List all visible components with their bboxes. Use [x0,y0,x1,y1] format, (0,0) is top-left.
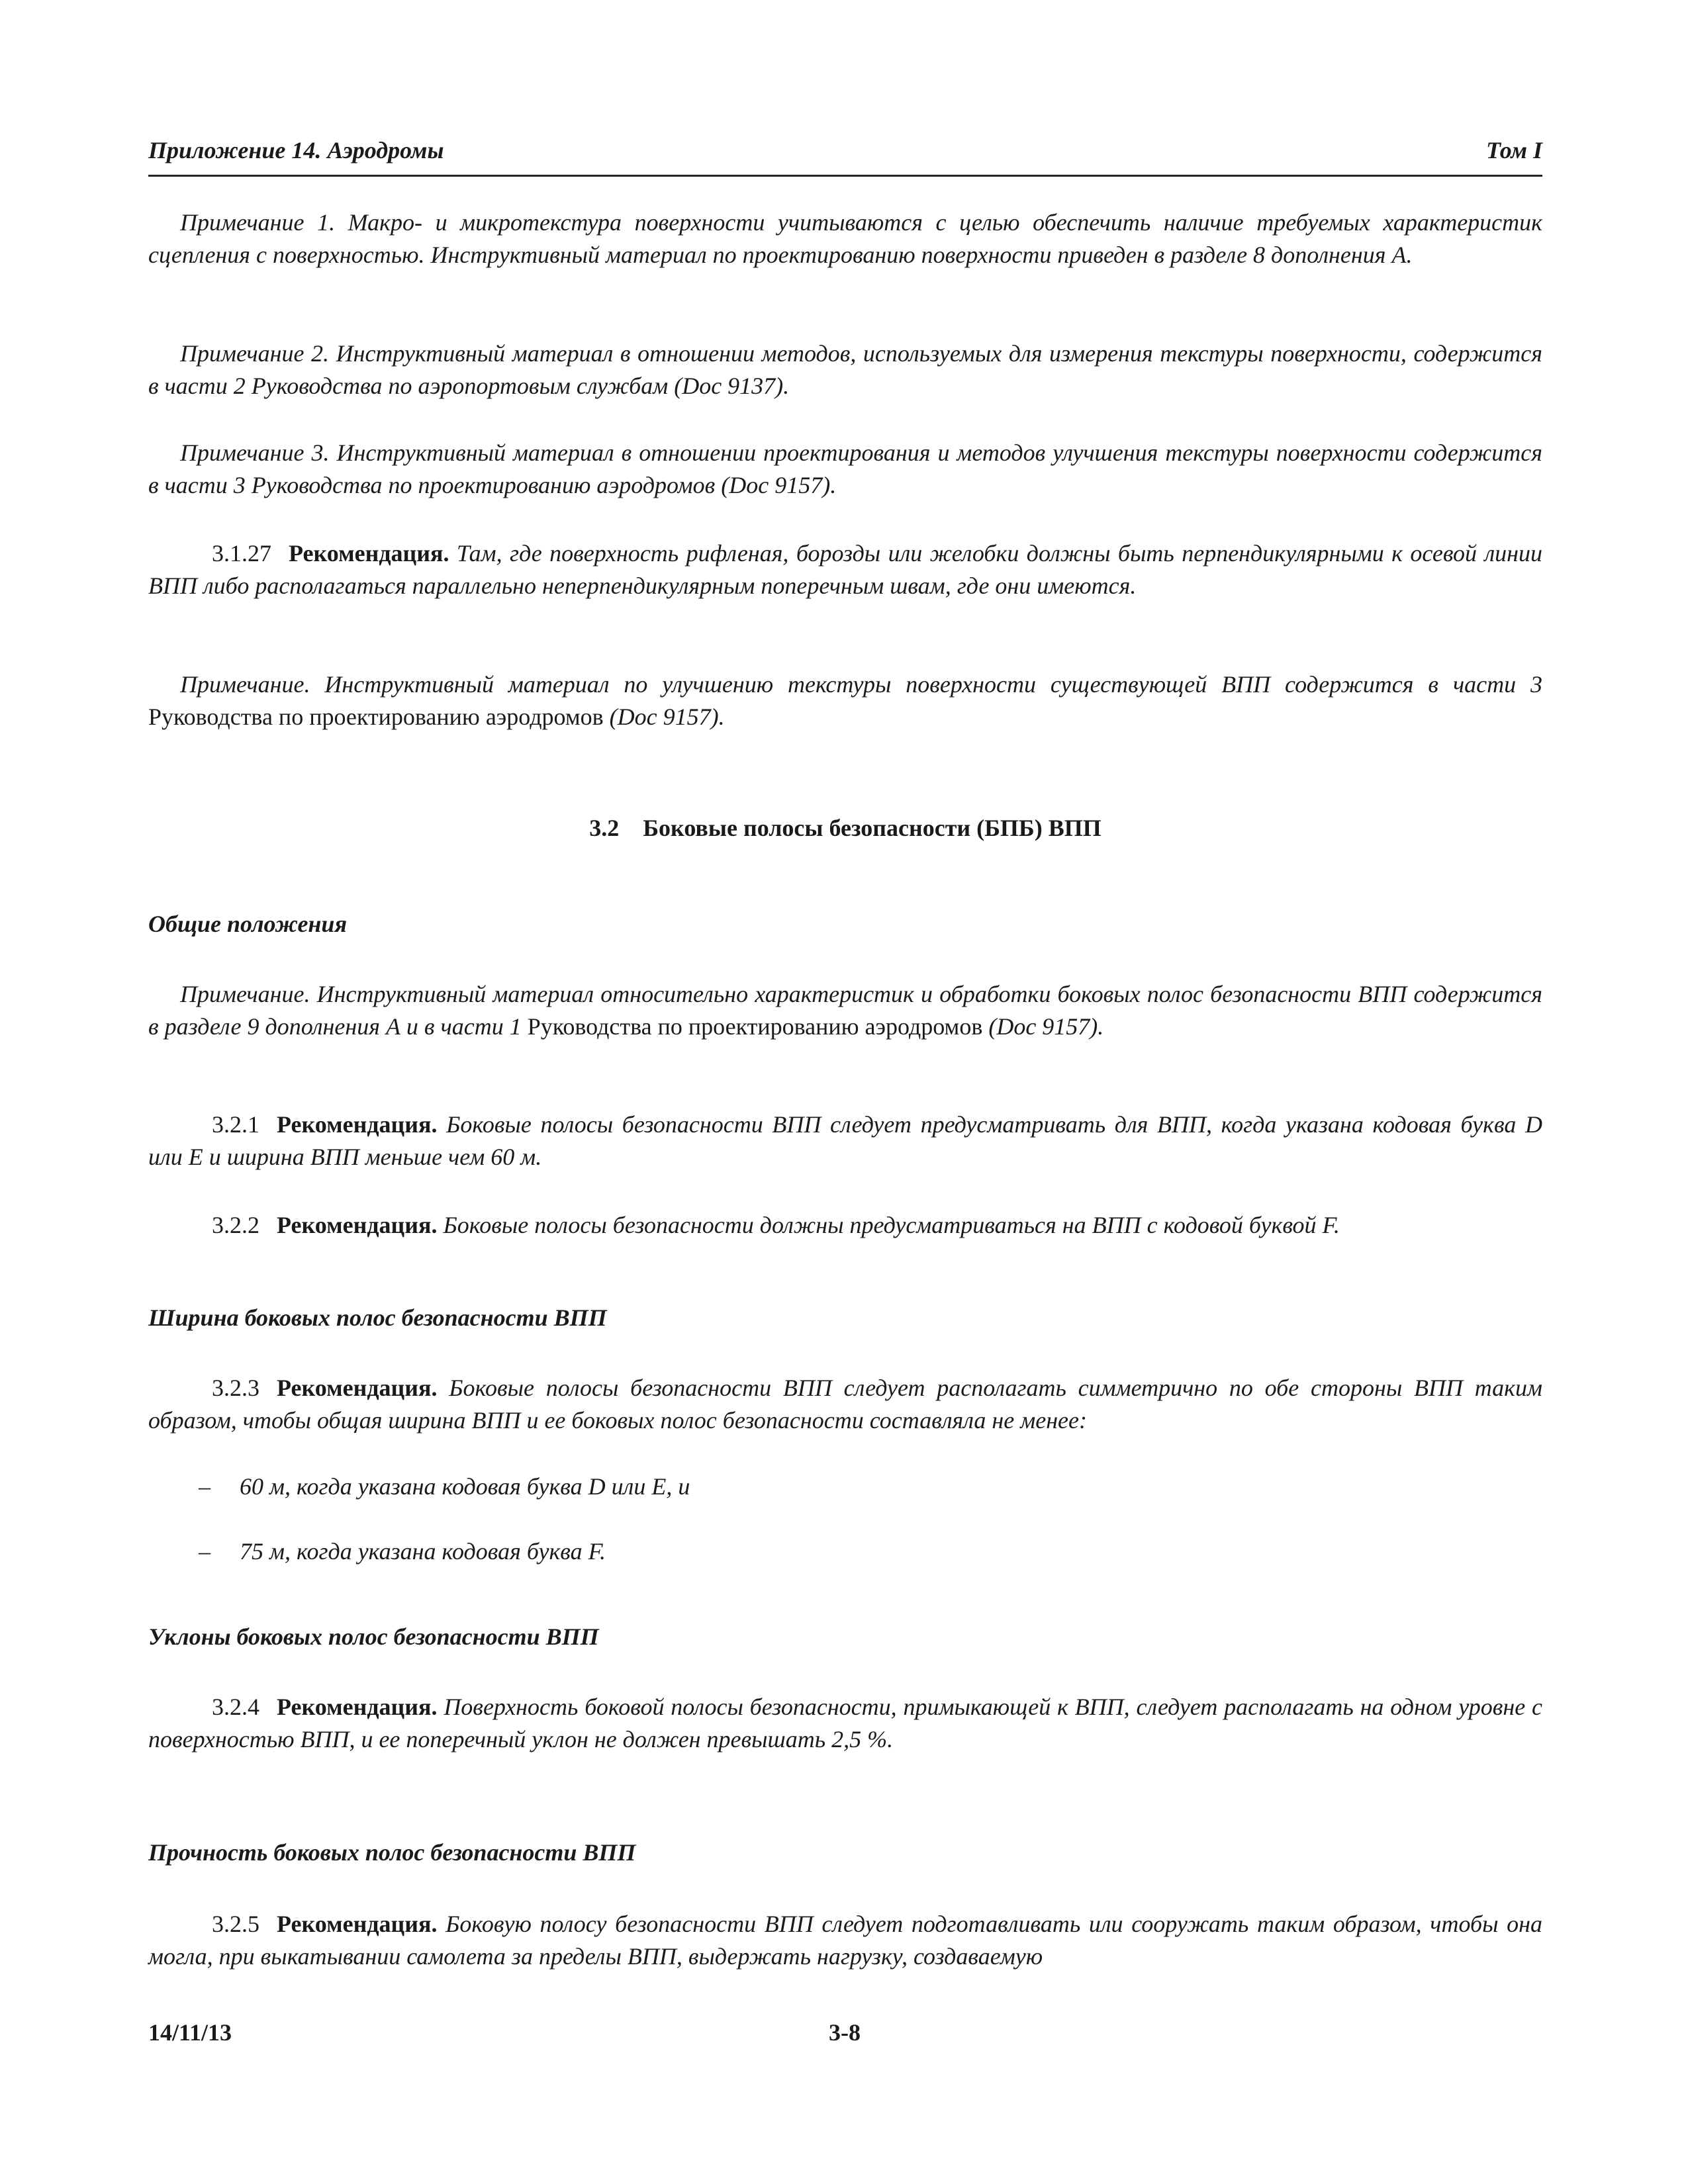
section-title: Боковые полосы безопасности (БПБ) ВПП [643,815,1102,841]
note-text-end: (Doc 9157). [982,1013,1104,1040]
manual-title: Руководства по проектированию аэродромов [148,704,604,730]
paragraph-text: Поверхность боковой полосы безопасности, примыкающей к ВПП, следует располагать на одном уровне с поверхностью ВПП, и ее поперечный уклон не должен превышать 2,5 %. [148,1694,1542,1752]
note-1: Примечание 1. Макро- и микротекстура поверхности учитываются с целью обеспечить наличие требуемых характеристик сцепления с поверхностью. Инструктивный материал по проектированию поверхности приведен в разделе 8 дополнения А. [148,209,1542,268]
document-page [148,132,1542,2085]
paragraph-3-2-3 [148,1372,1542,1437]
list-text: 75 м, когда указана кодовая буква F. [240,1538,606,1565]
note-3-1-27 [148,668,1542,733]
paragraph-3-1-27 [148,537,1542,602]
paragraph-number: 3.2.4 [212,1694,259,1720]
subheading-width: Ширина боковых полос безопасности ВПП [148,1304,607,1331]
paragraph-number: 3.2.2 [212,1212,259,1238]
recommendation-label: Рекомендация. [289,540,449,567]
note-text-start: Примечание. Инструктивный материал по улучшению текстуры поверхности существующей ВПП содержится в части 3 [180,671,1542,698]
recommendation-label: Рекомендация. [277,1375,438,1401]
header-volume: Том I [1486,137,1542,163]
header-title: Приложение 14. Аэродромы [148,137,444,163]
note-text-end: (Doc 9157). [603,704,725,730]
paragraph-3-2-5 [148,1908,1542,1973]
page-header [148,132,1542,177]
paragraph-number: 3.2.3 [212,1375,259,1401]
list-dash: – [199,1473,211,1500]
paragraph-number: 3.2.5 [212,1911,259,1937]
paragraph-text: Там, где поверхность рифленая, борозды или желобки должны быть перпендикулярными к осевой линии ВПП либо располагаться параллельно неперпендикулярным поперечным швам, где они имеются. [148,540,1542,599]
paragraph-text: Боковые полосы безопасности ВПП следует предусматривать для ВПП, когда указана кодовая буква D или E и ширина ВПП меньше чем 60 м. [148,1111,1542,1170]
paragraph-3-2-1 [148,1109,1542,1173]
list-dash: – [199,1538,211,1565]
section-heading [148,814,1542,842]
page-number: 3-8 [829,2019,861,2046]
paragraph-text: Боковые полосы безопасности ВПП следует располагать симметрично по обе стороны ВПП таким образом, чтобы общая ширина ВПП и ее боковых полос безопасности составляла не менее: [148,1375,1542,1433]
recommendation-label: Рекомендация. [277,1911,438,1937]
note-text-start: Примечание. Инструктивный материал относительно характеристик и обработки боковых полос безопасности ВПП содержится в разделе 9 дополнения А и в части 1 [148,981,1542,1040]
subheading-slopes: Уклоны боковых полос безопасности ВПП [148,1623,599,1650]
paragraph-number: 3.1.27 [212,540,271,567]
footer-date: 14/11/13 [148,2019,232,2046]
note-general [148,978,1542,1043]
note-2: Примечание 2. Инструктивный материал в отношении методов, используемых для измерения текстуры поверхности, содержится в части 2 Руководства по аэропортовым службам (Doc 9137). [148,340,1542,399]
paragraph-number: 3.2.1 [212,1111,259,1138]
recommendation-label: Рекомендация. [277,1694,438,1720]
paragraph-3-2-2 [148,1209,1542,1242]
list-text: 60 м, когда указана кодовая буква D или E, и [240,1473,690,1500]
manual-title: Руководства по проектированию аэродромов [527,1013,983,1040]
recommendation-label: Рекомендация. [277,1111,438,1138]
paragraph-3-2-4 [148,1691,1542,1756]
subheading-strength: Прочность боковых полос безопасности ВПП [148,1839,636,1866]
paragraph-text: Боковые полосы безопасности должны предусматриваться на ВПП с кодовой буквой F. [443,1212,1340,1238]
section-number: 3.2 [589,815,620,841]
paragraph-text: Боковую полосу безопасности ВПП следует подготавливать или сооружать таким образом, чтобы она могла, при выкатывании самолета за пределы ВПП, выдержать нагрузку, создаваемую [148,1911,1542,1970]
note-3: Примечание 3. Инструктивный материал в отношении проектирования и методов улучшения текстуры поверхности содержится в части 3 Руководства по проектированию аэродромов (Doc 9157). [148,439,1542,498]
recommendation-label: Рекомендация. [277,1212,438,1238]
subheading-general: Общие положения [148,911,347,937]
